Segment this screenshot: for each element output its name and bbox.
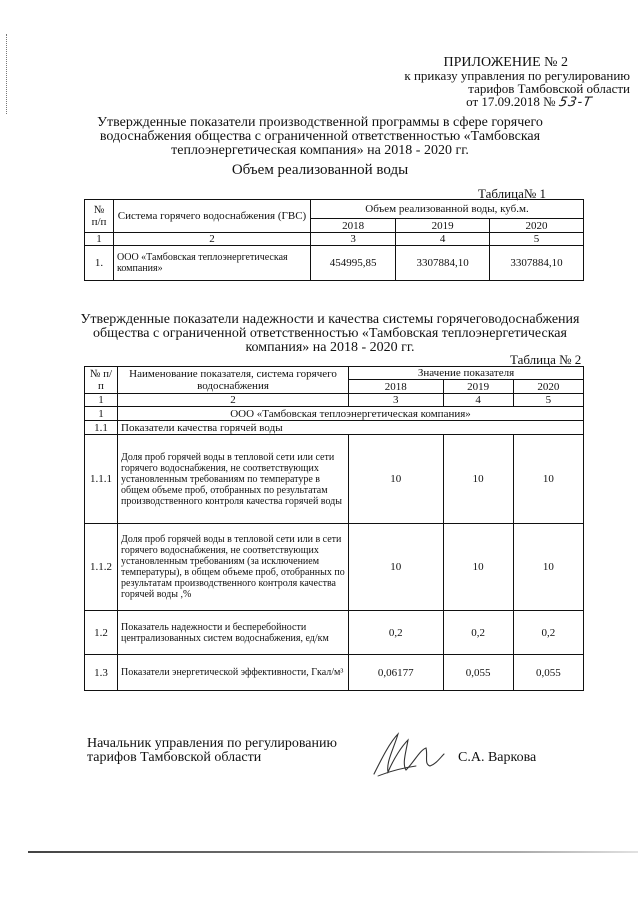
- t2-value: 0,055: [443, 655, 513, 691]
- order-authority: тарифов Тамбовской области: [468, 81, 630, 96]
- t2-value: 0,2: [513, 611, 583, 655]
- t2-colnum: 2: [118, 394, 349, 407]
- t1-row-name: ООО «Тамбовская теплоэнергетическая компания»: [114, 246, 311, 281]
- table1-caption: Таблица№ 1: [478, 186, 547, 201]
- t1-colnum: 2: [114, 233, 311, 246]
- t1-value: 3307884,10: [490, 246, 584, 281]
- t2-colnum: 3: [349, 394, 444, 407]
- t2-section-name: Показатели качества горячей воды: [118, 421, 584, 435]
- t2-value: 10: [349, 524, 444, 611]
- order-date-line: [300, 95, 630, 109]
- table-row: [85, 655, 584, 691]
- t1-colnum: 3: [311, 233, 396, 246]
- t2-header-num: № п/п: [85, 367, 118, 394]
- t2-value: 10: [349, 435, 444, 524]
- signatory-name: С.А. Варкова: [458, 750, 537, 765]
- t1-value: 3307884,10: [396, 246, 490, 281]
- t2-value: 0,2: [349, 611, 444, 655]
- t2-org-name: ООО «Тамбовская теплоэнергетическая компания»: [118, 407, 584, 421]
- t1-value: 454995,85: [311, 246, 396, 281]
- reliability-title: Утвержденные показатели надежности и качества системы горячеговодоснабжения общества с ограниченной ответственностью «Тамбовская теплоэнергетическая компания» на 2018 - 2020 гг.: [80, 312, 580, 355]
- t1-row-num: 1.: [85, 246, 114, 281]
- t2-value: 10: [443, 524, 513, 611]
- order-date: от 17.09.2018 №: [466, 94, 556, 109]
- t2-value: 10: [513, 524, 583, 611]
- document-header: [300, 56, 630, 109]
- t1-year: 2018: [311, 219, 396, 233]
- scan-edge-mark: [6, 34, 12, 114]
- t2-section-num: 1.1: [85, 421, 118, 435]
- t2-value: 10: [443, 435, 513, 524]
- annex-title: ПРИЛОЖЕНИЕ № 2: [443, 55, 568, 70]
- t2-row-name: Доля проб горячей воды в тепловой сети или в сети горячего водоснабжения, не соответствующих установленным требованиям (за исключением температуры), в общем объеме проб, отобранных по результатам производственного контроля качества горячей воды ,%: [118, 524, 349, 611]
- t2-value: 10: [513, 435, 583, 524]
- t2-header-name: Наименование показателя, система горячего водоснабжения: [118, 367, 349, 394]
- program-title: Утвержденные показатели производственной программы в сфере горячего водоснабжения общества с ограниченной ответственностью «Тамбовская теплоэнергетическая компания» на 2018 - 2020 гг.: [97, 115, 543, 158]
- t1-year: 2019: [396, 219, 490, 233]
- t2-row-num: 1.1.2: [85, 524, 118, 611]
- t2-year: 2018: [349, 380, 444, 394]
- t1-header-system: Система горячего водоснабжения (ГВС): [114, 200, 311, 233]
- t2-row-name: Показатели энергетической эффективности, Гкал/м³: [118, 655, 349, 691]
- t1-colnum: 5: [490, 233, 584, 246]
- t2-row-name: Доля проб горячей воды в тепловой сети или сети горячего водоснабжения, не соответствующих установленным требованиям по температуре в общем объеме проб, отобранных по результатам производственного контроля качества горячей воды: [118, 435, 349, 524]
- t1-colnum: 1: [85, 233, 114, 246]
- t2-row-num: 1.2: [85, 611, 118, 655]
- table2-caption: Таблица № 2: [510, 352, 582, 367]
- table-water-volume: [84, 199, 584, 281]
- t2-value: 0,055: [513, 655, 583, 691]
- t1-colnum: 4: [396, 233, 490, 246]
- t2-row-num: 1.3: [85, 655, 118, 691]
- volume-title: Объем реализованной воды: [231, 162, 409, 178]
- t2-value: 0,2: [443, 611, 513, 655]
- table-row: [85, 524, 584, 611]
- t2-colnum: 4: [443, 394, 513, 407]
- t1-header-volume: Объем реализованной воды, куб.м.: [311, 200, 584, 219]
- t2-year: 2019: [443, 380, 513, 394]
- order-number-handwritten: 53-Т: [557, 95, 594, 110]
- t2-row-num: 1.1.1: [85, 435, 118, 524]
- signatory-position: [87, 737, 337, 765]
- table-row: [85, 435, 584, 524]
- t1-year: 2020: [490, 219, 584, 233]
- t2-value: 0,06177: [349, 655, 444, 691]
- table-row: [85, 246, 584, 281]
- t2-colnum: 1: [85, 394, 118, 407]
- t2-year: 2020: [513, 380, 583, 394]
- t2-colnum: 5: [513, 394, 583, 407]
- signatory-position-line1: Начальник управления по регулированию: [87, 736, 337, 751]
- t1-header-num: № п/п: [85, 200, 114, 233]
- order-reference: к приказу управления по регулированию: [404, 68, 630, 83]
- scan-bottom-line: [28, 851, 638, 853]
- t2-row-name: Показатель надежности и бесперебойности централизованных систем водоснабжения, ед/км: [118, 611, 349, 655]
- t2-org-num: 1: [85, 407, 118, 421]
- table-row: [85, 611, 584, 655]
- table-reliability: [84, 366, 584, 691]
- handwritten-signature: [368, 728, 448, 780]
- signatory-position-line2: тарифов Тамбовской области: [87, 750, 262, 765]
- t2-header-value: Значение показателя: [349, 367, 584, 380]
